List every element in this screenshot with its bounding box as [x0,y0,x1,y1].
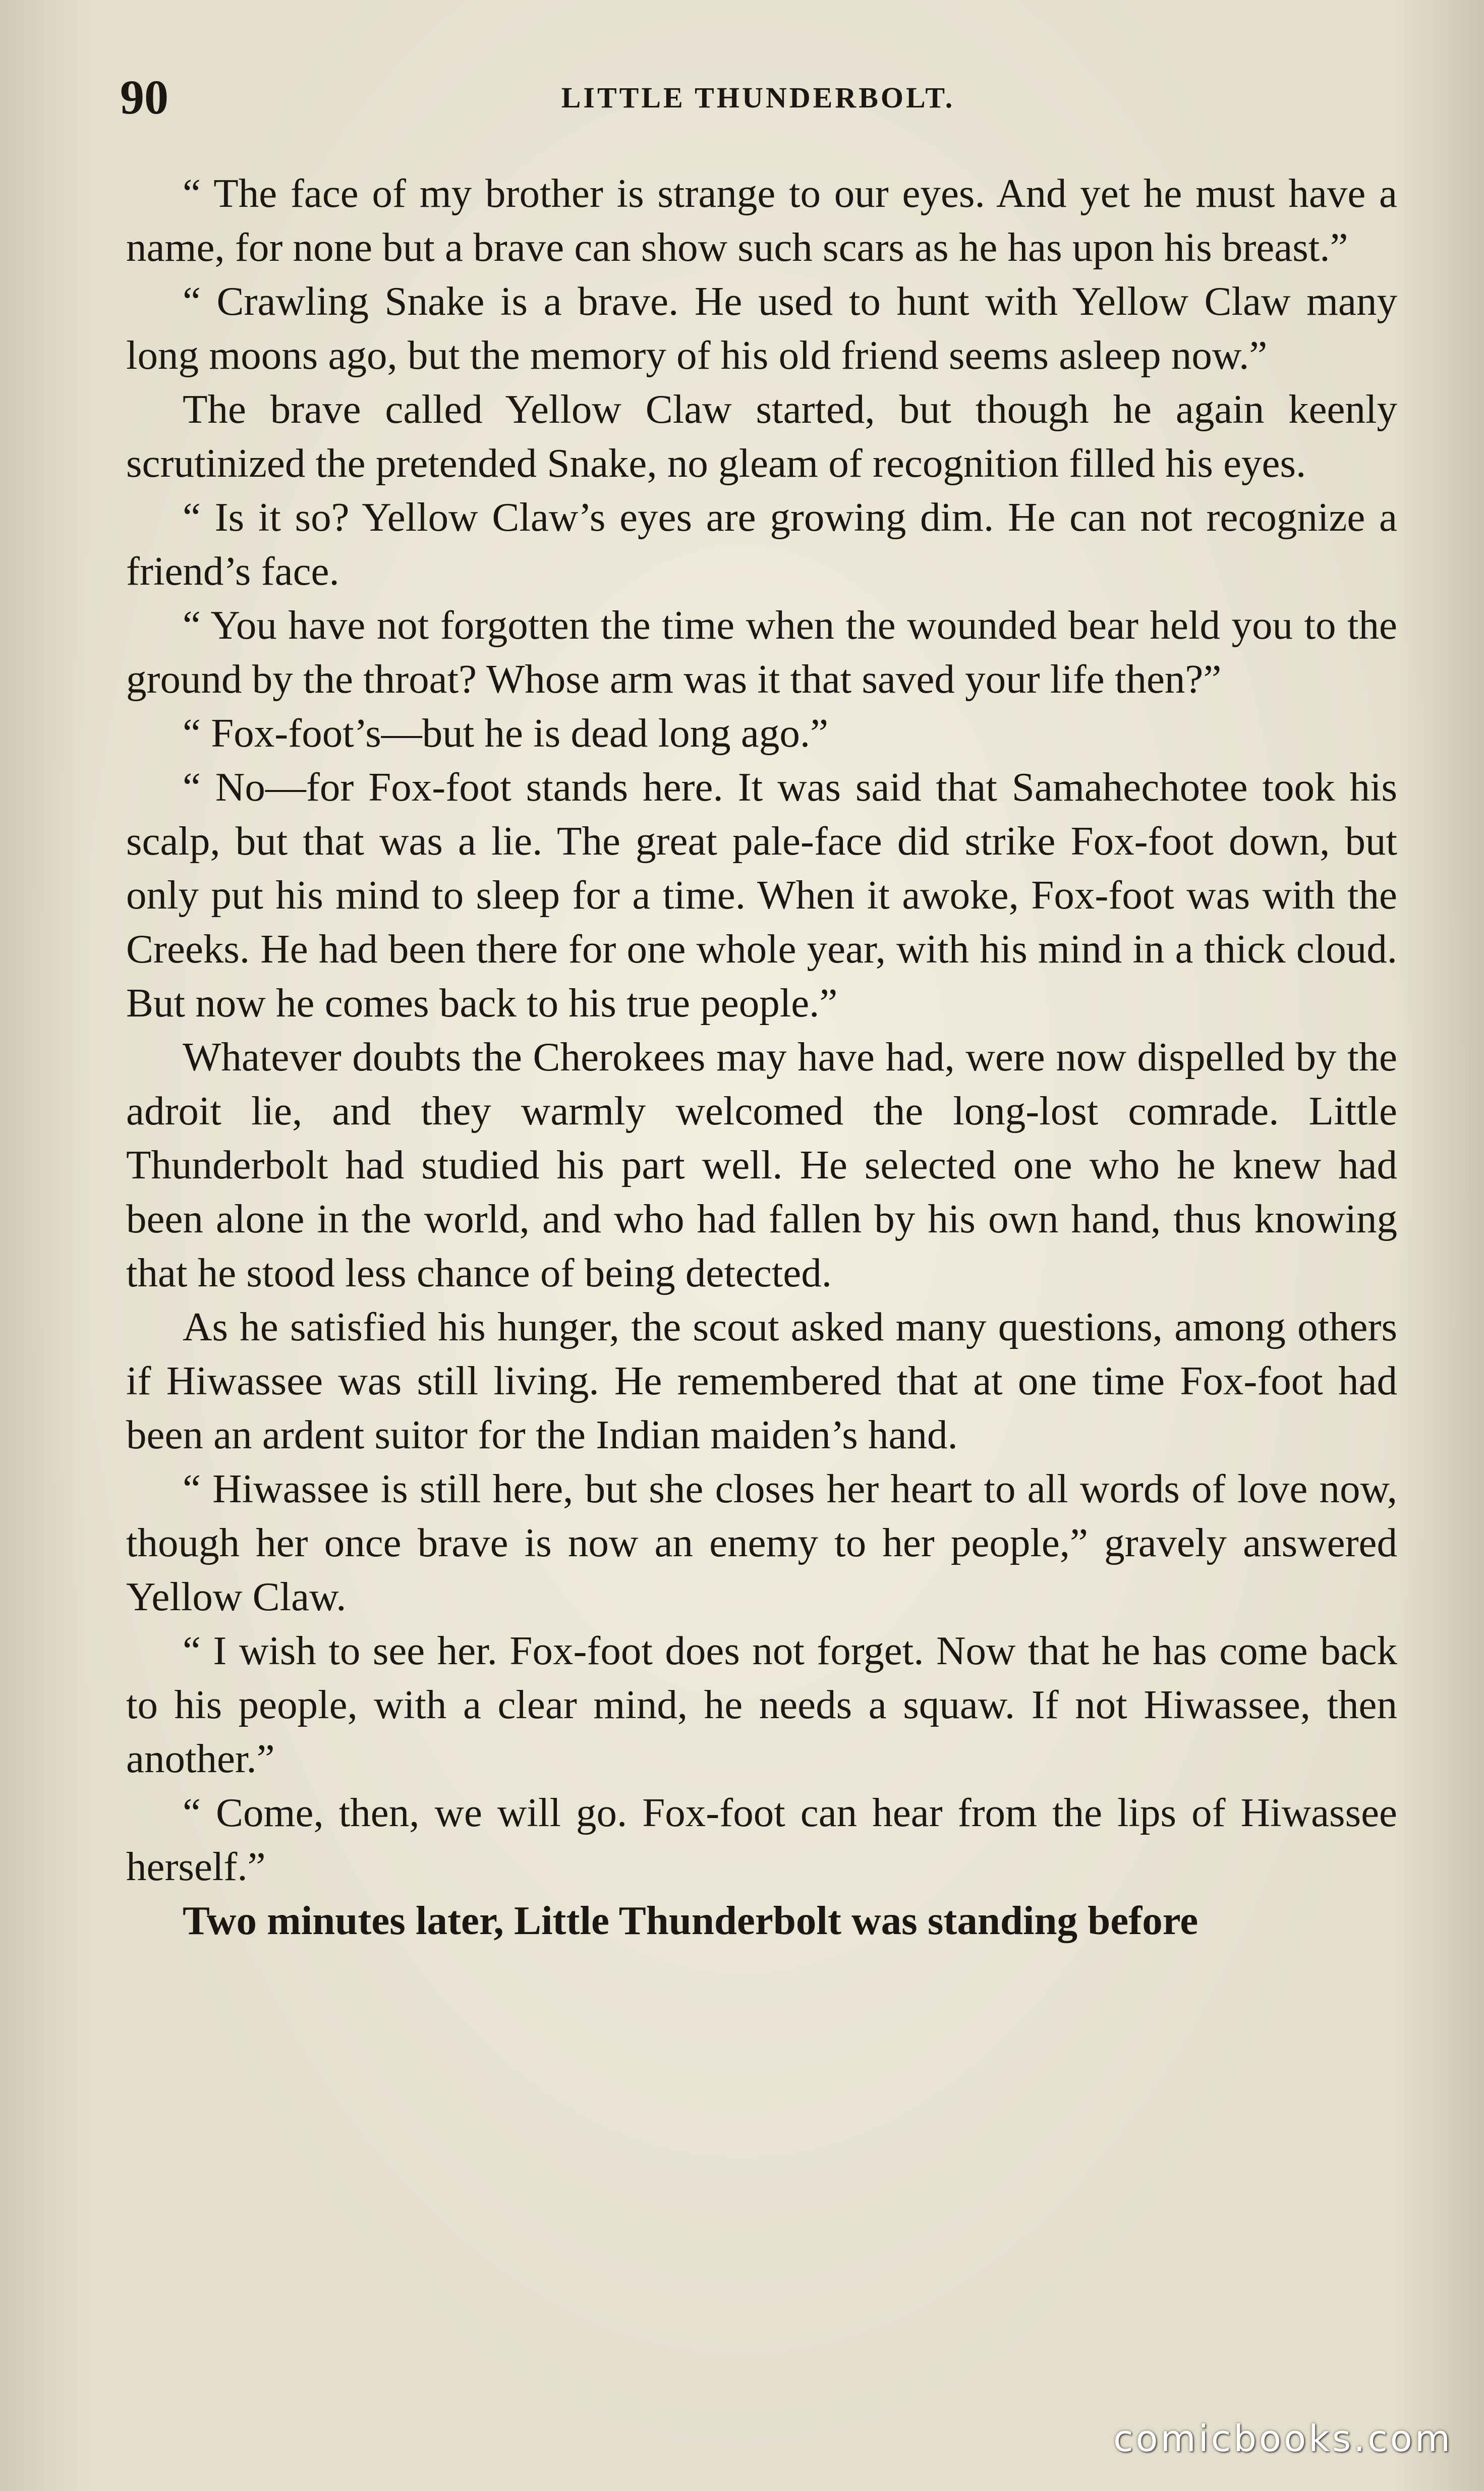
page-header [120,70,1396,125]
running-head: LITTLE THUNDERBOLT. [561,81,955,114]
paragraph: “ Crawling Snake is a brave. He used to hunt with Yellow Claw many long moons ago, but the memory of his old friend seems asleep now.” [126,278,1397,378]
page-number: 90 [120,70,168,124]
paragraph: As he satisfied his hunger, the scout asked many questions, among others if Hiwassee was still living. He remembered that at one time Fox-foot had been an ardent suitor for the Indian maiden’s hand. [126,1304,1397,1457]
paragraph: The brave called Yellow Claw started, but though he again keenly scrutinized the pretended Snake, no gleam of recognition filled his eyes. [126,386,1397,486]
paragraph: Whatever doubts the Cherokees may have had, were now dispelled by the adroit lie, and they warmly welcomed the long-lost comrade. Little Thunderbolt had studied his part well. He selected one who he knew had been alone in the world, and who had fallen by his own hand, thus knowing that he stood less chance of being detected. [126,1034,1397,1295]
paragraph: “ Hiwassee is still here, but she closes her heart to all words of love now, though her once brave is now an enemy to her people,” gravely answered Yellow Claw. [126,1466,1397,1619]
paragraph: “ No—for Fox-foot stands here. It was said that Samahechotee took his scalp, but that was a lie. The great pale-face did strike Fox-foot down, but only put his mind to sleep for a time. When it awoke, Fox-foot was with the Creeks. He had been there for one whole year, with his mind in a thick cloud. But now he comes back to his true people.” [126,764,1397,1026]
paragraph: “ Is it so? Yellow Claw’s eyes are growing dim. He can not recognize a friend’s face. [126,494,1397,594]
paragraph: “ The face of my brother is strange to our eyes. And yet he must have a name, for none but a brave can show such scars as he has upon his breast.” [126,171,1397,270]
paragraph: Two minutes later, Little Thunderbolt was standing before [183,1898,1198,1943]
watermark: comicbooks.com [1113,2417,1453,2460]
paragraph: “ You have not forgotten the time when the wounded bear held you to the ground by the throat? Whose arm was it that saved your life then?” [126,602,1397,702]
paragraph: “ Fox-foot’s—but he is dead long ago.” [183,710,829,756]
paragraph: “ I wish to see her. Fox-foot does not forget. Now that he has come back to his people, with a clear mind, he needs a squaw. If not Hiwassee, then another.” [126,1628,1397,1781]
paragraph: “ Come, then, we will go. Fox-foot can hear from the lips of Hiwassee herself.” [126,1790,1397,1889]
body-text [126,166,1397,1948]
